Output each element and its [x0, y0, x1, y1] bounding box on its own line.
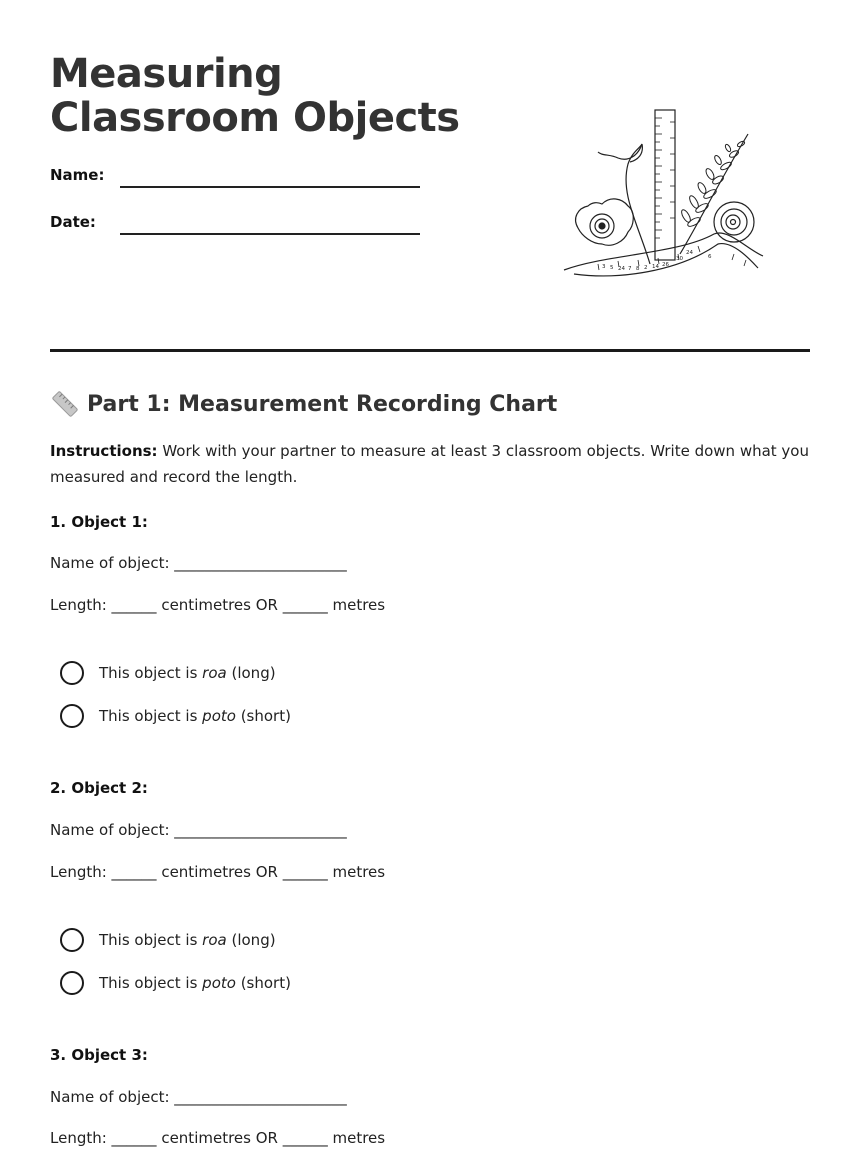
object-2-option-long[interactable] — [60, 927, 276, 953]
object-1-title: 1. Object 1: — [50, 513, 148, 531]
ruler-measuring-tape-flowers-illustration — [558, 104, 770, 282]
radio-circle[interactable] — [60, 928, 84, 952]
object-1-option-short[interactable] — [60, 703, 291, 729]
option-label: This object is roa (long) — [99, 931, 276, 949]
section-title: Part 1: Measurement Recording Chart — [87, 391, 558, 417]
object-2-option-short[interactable] — [60, 970, 291, 996]
name-write-line[interactable] — [120, 186, 420, 188]
section-heading — [50, 388, 557, 420]
svg-text:14: 14 — [652, 264, 659, 270]
date-write-line[interactable] — [120, 233, 420, 235]
option-label: This object is roa (long) — [99, 664, 276, 682]
option-label: This object is poto (short) — [99, 707, 291, 725]
instructions — [50, 438, 810, 490]
instructions-text: Work with your partner to measure at least 3 classroom objects. Write down what you measured and record the length. — [50, 442, 809, 486]
object-1-length-line[interactable]: Length: ______ centimetres OR ______ metres — [50, 596, 386, 614]
svg-text:24: 24 — [686, 250, 693, 256]
svg-text:26: 26 — [662, 262, 669, 268]
page-title: Measuring Classroom Objects — [50, 51, 460, 141]
svg-text:8: 8 — [636, 266, 640, 272]
svg-text:30: 30 — [676, 256, 683, 262]
object-1-name-line[interactable]: Name of object: _______________________ — [50, 554, 347, 572]
radio-circle[interactable] — [60, 661, 84, 685]
name-field-row — [50, 164, 430, 188]
ruler-icon — [50, 389, 80, 419]
section-divider — [50, 349, 810, 352]
radio-circle[interactable] — [60, 704, 84, 728]
svg-text:2: 2 — [644, 265, 648, 271]
object-1-option-long[interactable] — [60, 660, 276, 686]
object-2-title: 2. Object 2: — [50, 779, 148, 797]
date-field-row — [50, 211, 430, 235]
object-3-length-line[interactable]: Length: ______ centimetres OR ______ metres — [50, 1129, 386, 1147]
svg-text:6: 6 — [708, 254, 712, 260]
object-2-name-line[interactable]: Name of object: _______________________ — [50, 821, 347, 839]
svg-text:3: 3 — [602, 264, 606, 270]
name-label: Name: — [50, 166, 105, 184]
option-label: This object is poto (short) — [99, 974, 291, 992]
date-label: Date: — [50, 213, 96, 231]
instructions-label: Instructions: — [50, 442, 158, 460]
svg-text:24: 24 — [618, 266, 625, 272]
svg-text:7: 7 — [628, 266, 632, 272]
object-2-length-line[interactable]: Length: ______ centimetres OR ______ metres — [50, 863, 386, 881]
radio-circle[interactable] — [60, 971, 84, 995]
object-3-title: 3. Object 3: — [50, 1046, 148, 1064]
svg-text:5: 5 — [610, 265, 614, 271]
object-3-name-line[interactable]: Name of object: _______________________ — [50, 1088, 347, 1106]
